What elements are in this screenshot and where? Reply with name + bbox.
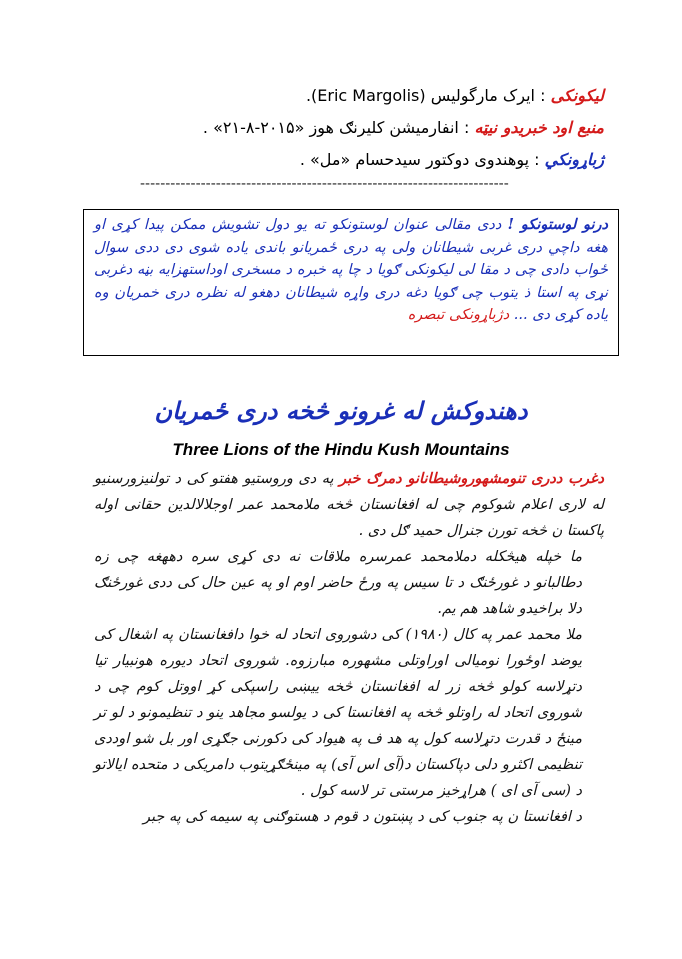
source-label: منبع اود خبریدو نیټه bbox=[474, 118, 604, 137]
article-body bbox=[94, 466, 604, 830]
note-signature: دژباړونکی تبصره bbox=[407, 307, 510, 323]
note-text: ددی مقالی عنوان لوستونکو ته یو دول تشویش ممکن پیدا کړی او هغه داچي دری غربی شیطانان ولی په دری ځمریانو باندی یاده شوی دی ددی سوال ځواب دادی چی د مقا لی لیکونکی ګویا د چا په خبره د مسخری اوداستهزایه بڼه دغربی نړی په استا ذ یتوب چی ګویا دغه دری واړه شیطانان دهغو له نظره دری خمریان وه یاده کړی دی ... bbox=[94, 217, 608, 323]
translator-line: ژباړونکي : پوهندوی دوکتور سیدحسام «مل» . bbox=[299, 150, 604, 169]
paragraph-3: ملا محمد عمر په کال (۱۹۸۰) کی دشوروی اتحاد له خوا دافغانستان په اشغال کی یوضد اوځورا نومیالی اوراوتلی مشهوره مبارزوه. شوروی اتحاد دیوره هونبیار تیا دتړلاسه کولو څخه زر له افغانستان څخه ییښی راسپکی کړ اووتل کوم چی د شوروی اتحاد له راوتلو څخه په افغانستا کی د یولسو مجاهد ینو د تنظیمونو د لو تر مینځ د قدرت دتړلاسه کول په هد ف په هیواد کی دکورنی جګړی اور بل شو اوددی تنظیمی اکثرو دلی دپاکستان د(آی اس آی) په مینځګړیتوب دامریکی د متحده ایالاتو د (سی آی ای ) هراړخیز مرستی تر لاسه کول . bbox=[94, 627, 582, 799]
author-label: لیکونکی bbox=[550, 86, 604, 105]
paragraph-2: ما خپله هیڅکله دملامحمد عمرسره ملاقات نه دی کړی سره دههغه چی زه دطالبانو د غورځنګ د تا سیس په ورځ حاضر اوم او په عین حال کی ددی غورځنګ دلا براخیدو شاهد هم یم. bbox=[94, 549, 582, 617]
author-line: لیکونکی : ایرک مارگولیس (Eric Margolis). bbox=[305, 86, 604, 105]
translator-note bbox=[94, 214, 608, 327]
paragraph-1-text: په دی وروستیو هفتو کی د تولنیزورسنیو له لاری اعلام شوکوم چی له افغانستان څخه ملامحمد عمر اوجلالالدین حقانی اوله پاکستا ن څخه تورن جنرال حمید ګل دی . bbox=[94, 471, 604, 539]
source-line: منبع اود خبریدو نیټه : انفارمیشن کلیرنګ هوز «۲۰۱۵-۸-۲۱» . bbox=[202, 118, 604, 137]
article-title-english: Three Lions of the Hindu Kush Mountains bbox=[172, 440, 510, 459]
author-value: ایرک مارگولیس (Eric Margolis). bbox=[305, 86, 535, 105]
paragraph-1-lead: دغرب ددری تنومشهوروشیطانانو دمرګ خبر bbox=[339, 470, 605, 487]
source-value: انفارمیشن کلیرنګ هوز «۲۰۱۵-۸-۲۱» . bbox=[202, 118, 459, 137]
translator-note-box bbox=[83, 209, 619, 356]
separator-line: ------------------------------------------------------------------------- bbox=[140, 176, 509, 192]
translator-label: ژباړونکي bbox=[544, 150, 604, 169]
translator-value: پوهندوی دوکتور سیدحسام «مل» . bbox=[299, 150, 530, 169]
article-title-pashto: دهندوکش له غرونو څخه دری ځمریان bbox=[154, 396, 528, 425]
note-lead: درنو لوستونکو ! bbox=[507, 216, 609, 233]
paragraph-1 bbox=[94, 466, 604, 544]
paragraph-4: د افغانستا ن په جنوب کی د پښتون د قوم د هستوګنی په سیمه کی په جبر bbox=[143, 809, 582, 825]
